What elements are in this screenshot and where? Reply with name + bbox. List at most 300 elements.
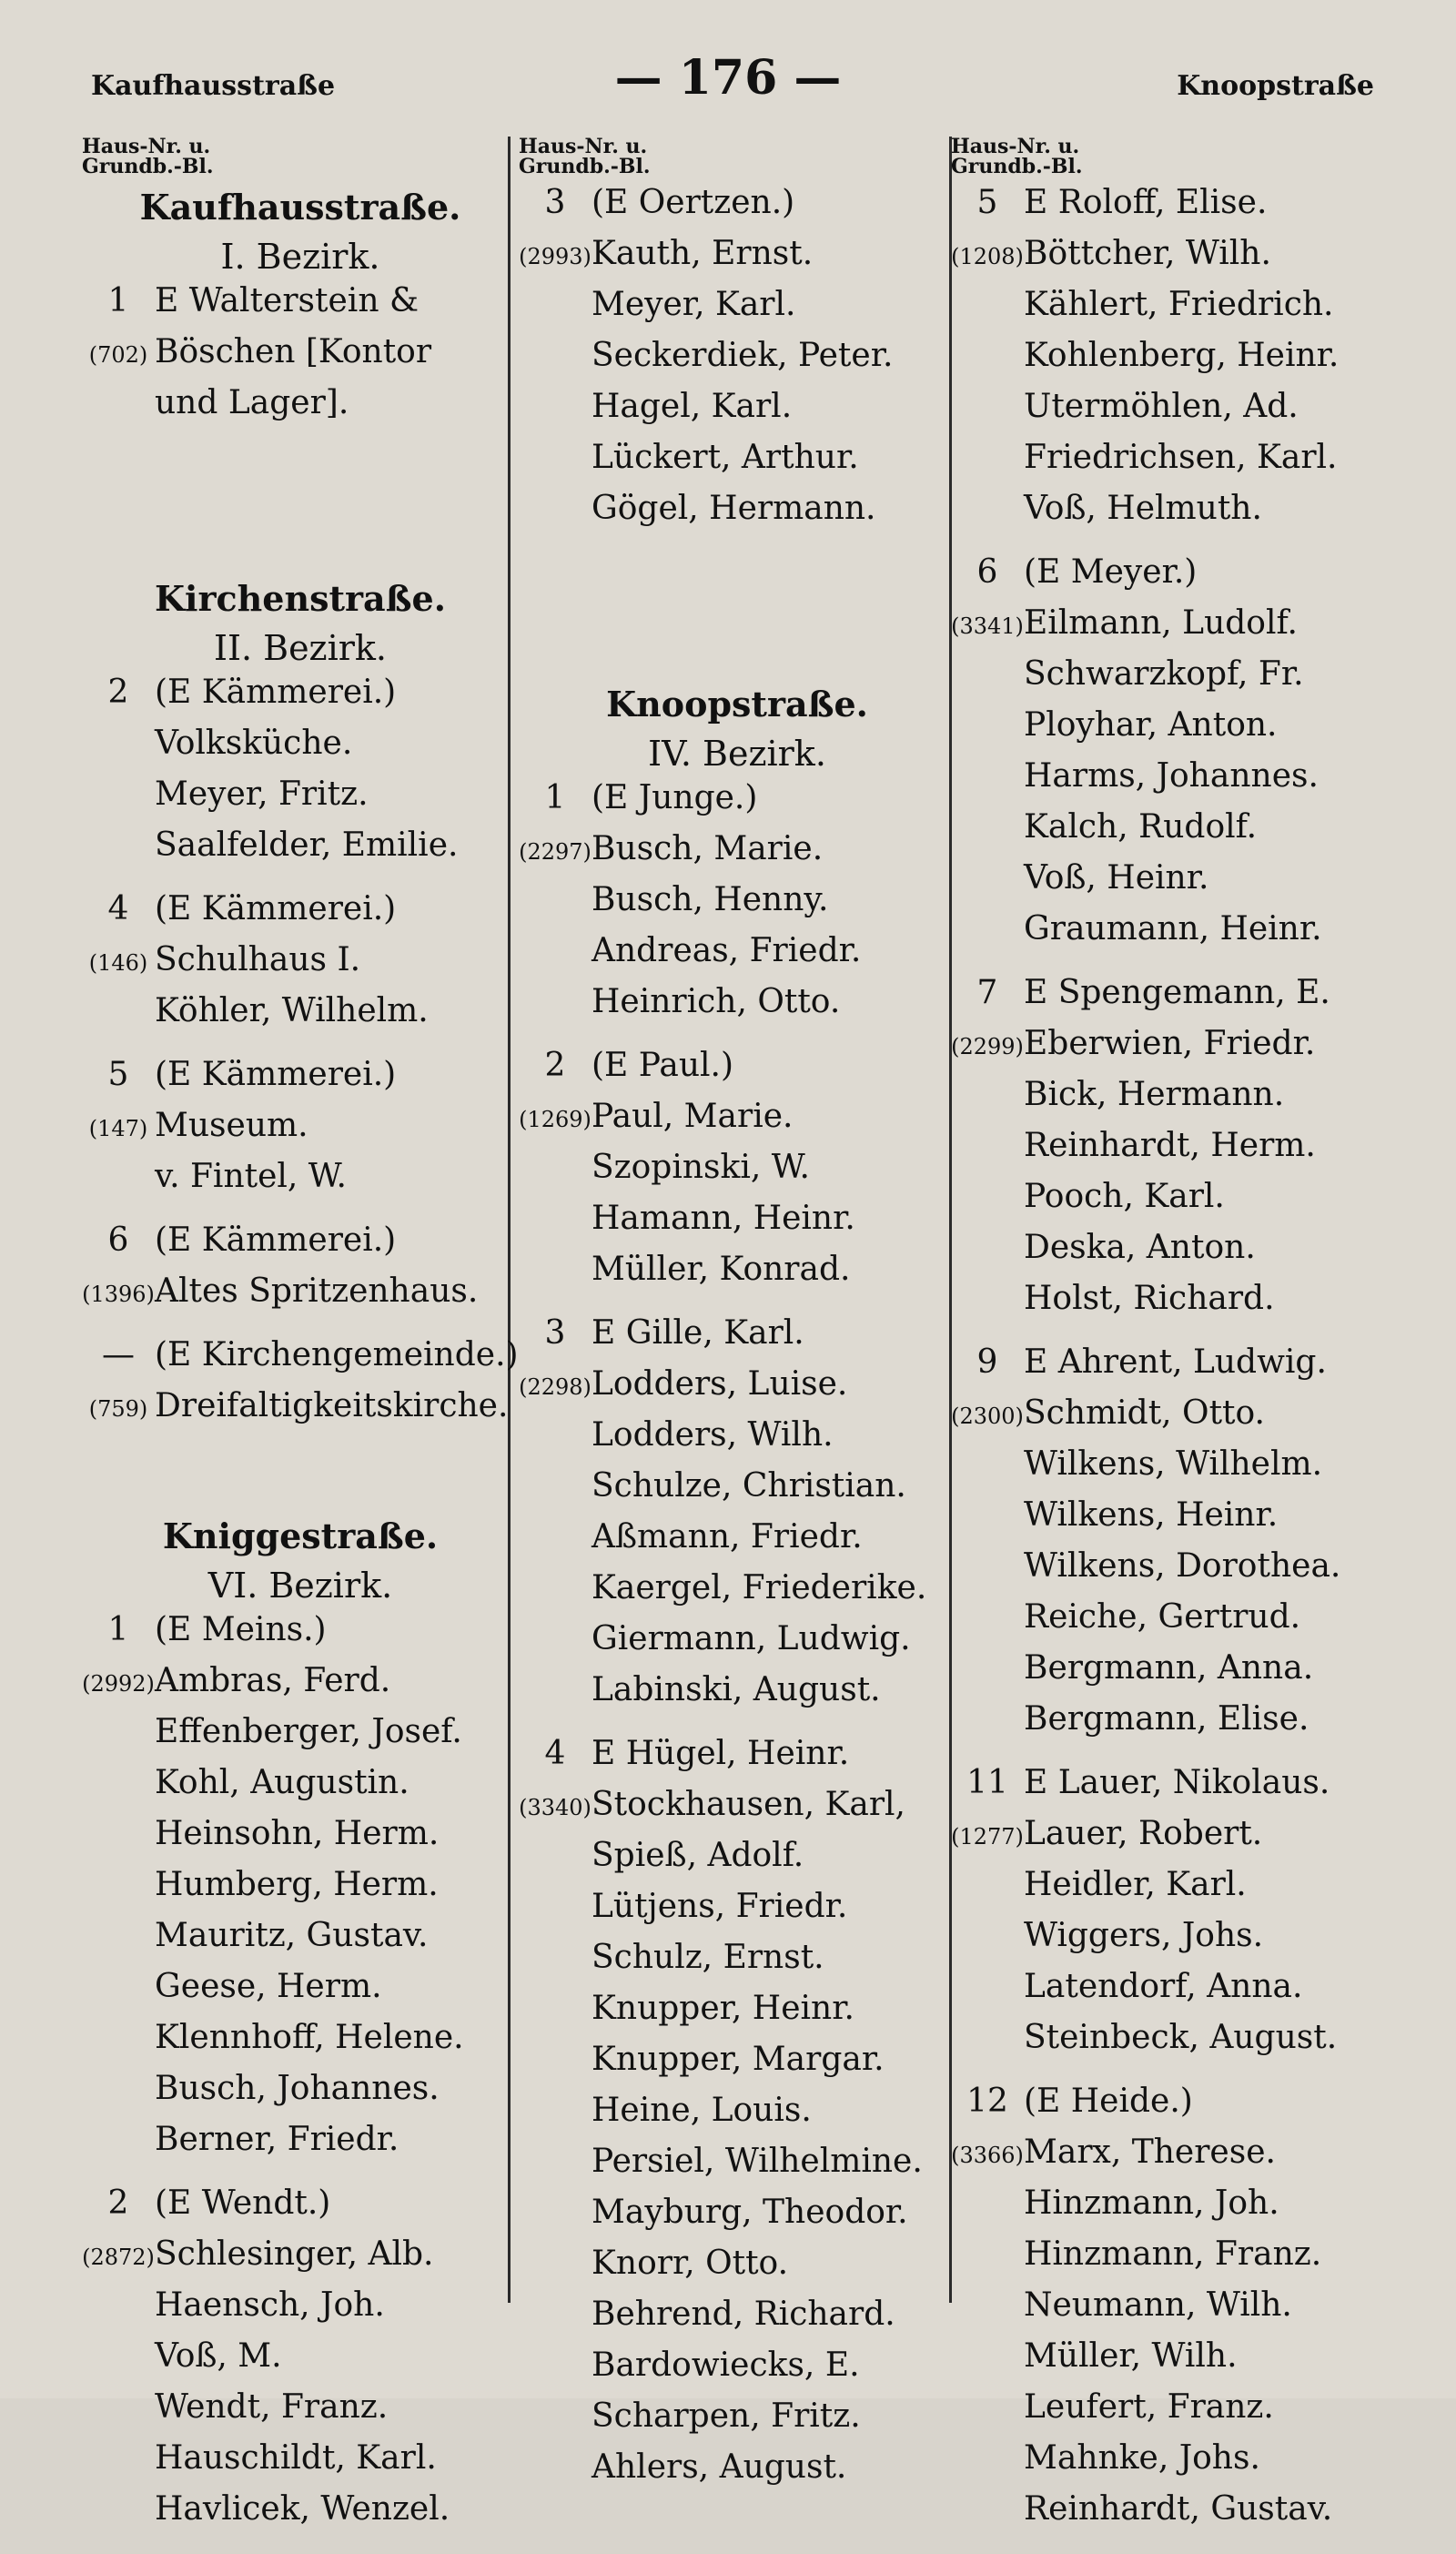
resident-name: Lückert, Arthur.: [592, 439, 859, 476]
resident-name: Harms, Johannes.: [1024, 757, 1319, 795]
resident-name: Heinrich, Otto.: [592, 983, 841, 1020]
entry-line: [519, 1990, 956, 2041]
house-entry: [519, 1735, 956, 2499]
resident-name: Hagel, Karl.: [592, 388, 793, 425]
entry-line: [951, 2235, 1415, 2286]
grundbuch-number: (1208): [951, 244, 1024, 269]
house-number: 11: [966, 1764, 1008, 1801]
entry-line: [82, 2286, 519, 2337]
house-number: 2: [107, 2184, 129, 2222]
house-entry: [82, 1336, 519, 1438]
owner-line: (E Kämmerei.): [155, 1221, 397, 1259]
resident-name: Gögel, Hermann.: [592, 490, 876, 527]
entry-line: [519, 2296, 956, 2346]
resident-name: Reinhardt, Herm.: [1024, 1127, 1316, 1164]
resident-name: Kaergel, Friederike.: [592, 1569, 927, 1606]
entry-line: [82, 1611, 519, 1662]
resident-name: Spieß, Adolf.: [592, 1837, 804, 1874]
resident-name: Böschen [Kontor: [155, 333, 432, 370]
entry-line: [951, 1700, 1415, 1751]
entry-line: [951, 2439, 1415, 2490]
entry-line: [951, 1280, 1415, 1331]
entry-line: [519, 1149, 956, 1200]
resident-name: Knupper, Heinr.: [592, 1990, 854, 2027]
entry-line: [519, 1569, 956, 1620]
entry-line: [951, 757, 1415, 808]
entry-line: [82, 775, 519, 826]
owner-line: (E Kämmerei.): [155, 674, 397, 711]
resident-name: Busch, Johannes.: [155, 2070, 440, 2107]
resident-name: Lodders, Luise.: [592, 1365, 848, 1403]
resident-name: Geese, Herm.: [155, 1968, 382, 2005]
entry-line: [951, 1496, 1415, 1547]
header-right-street: Knoopstraße: [1177, 70, 1374, 102]
entry-line: [951, 604, 1415, 655]
owner-line: E Roloff, Elise.: [1024, 184, 1268, 221]
entry-line: [951, 974, 1415, 1025]
column-header: Haus-Nr. u. Grundb.-Bl.: [951, 135, 1083, 178]
entry-line: [82, 826, 519, 877]
resident-name: Labinski, August.: [592, 1671, 881, 1708]
entry-line: [519, 1837, 956, 1888]
entry-line: [519, 1518, 956, 1569]
entry-line: [82, 1968, 519, 2019]
house-entry: [519, 779, 956, 1034]
resident-name: Schulhaus I.: [155, 941, 361, 978]
entry-line: [951, 1866, 1415, 1917]
entry-line: [519, 1047, 956, 1098]
entry-line: [951, 286, 1415, 337]
resident-name: Berner, Friedr.: [155, 2121, 399, 2158]
entry-line: [951, 2133, 1415, 2184]
resident-name: Mauritz, Gustav.: [155, 1917, 429, 1954]
entry-line: [82, 2184, 519, 2235]
entry-line: [519, 1467, 956, 1518]
owner-line: (E Meins.): [155, 1611, 327, 1648]
entry-line: [951, 439, 1415, 490]
resident-name: Leufert, Franz.: [1024, 2388, 1274, 2426]
entry-line: [951, 2019, 1415, 2070]
resident-name: Knupper, Margar.: [592, 2041, 885, 2078]
resident-name: Museum.: [155, 1107, 308, 1144]
entry-line: [82, 674, 519, 725]
owner-line: (E Wendt.): [155, 2184, 331, 2222]
resident-name: Haensch, Joh.: [155, 2286, 385, 2324]
resident-name: Busch, Marie.: [592, 830, 824, 867]
entry-line: [951, 1968, 1415, 2019]
entry-line: [951, 1343, 1415, 1394]
entry-line: [519, 2346, 956, 2397]
entry-line: [951, 1076, 1415, 1127]
entry-line: [82, 1336, 519, 1387]
resident-name: Lütjens, Friedr.: [592, 1888, 848, 1925]
header-left-street: Kaufhausstraße: [91, 70, 336, 102]
resident-name: Hamann, Heinr.: [592, 1200, 855, 1237]
entry-line: [951, 2286, 1415, 2337]
resident-name: Kalch, Rudolf.: [1024, 808, 1258, 846]
resident-name: Ambras, Ferd.: [155, 1662, 391, 1699]
resident-name: Heinsohn, Herm.: [155, 1815, 440, 1852]
resident-name: Hauschildt, Karl.: [155, 2439, 437, 2477]
resident-name: Voß, M.: [155, 2337, 282, 2375]
entry-line: [82, 1221, 519, 1272]
entry-line: [951, 1178, 1415, 1229]
entry-line: [951, 859, 1415, 910]
column-header: Haus-Nr. u. Grundb.-Bl.: [519, 135, 651, 178]
resident-name: Bergmann, Anna.: [1024, 1649, 1314, 1687]
entry-line: [951, 1127, 1415, 1178]
resident-name: Kauth, Ernst.: [592, 235, 814, 272]
grundbuch-number: (147): [88, 1116, 148, 1141]
resident-name: Mayburg, Theodor.: [592, 2194, 908, 2231]
entry-line: [82, 333, 519, 384]
resident-name: Köhler, Wilhelm.: [155, 992, 429, 1029]
resident-name: Dreifaltigkeitskirche.: [155, 1387, 509, 1424]
resident-name: Schwarzkopf, Fr.: [1024, 655, 1304, 693]
resident-name: Müller, Wilh.: [1024, 2337, 1238, 2375]
entry-line: [82, 2235, 519, 2286]
entry-line: [951, 337, 1415, 388]
grundbuch-number: (2297): [519, 839, 592, 865]
street-title: Kniggestraße.: [162, 1515, 439, 1556]
entry-line: [519, 1735, 956, 1786]
page-number: — 176 —: [614, 50, 842, 106]
resident-name: Aßmann, Friedr.: [592, 1518, 863, 1556]
entry-line: [519, 1416, 956, 1467]
house-number: 2: [107, 674, 129, 711]
house-number: 7: [976, 974, 998, 1011]
entry-line: [82, 2337, 519, 2388]
entry-line: [519, 1251, 956, 1302]
house-entry: [82, 282, 519, 435]
grundbuch-number: (759): [88, 1396, 148, 1422]
entry-line: [519, 2448, 956, 2499]
house-number: 5: [976, 184, 998, 221]
house-number: 3: [544, 184, 566, 221]
resident-name: Wiggers, Johs.: [1024, 1917, 1264, 1954]
resident-name: Heine, Louis.: [592, 2092, 812, 2129]
entry-line: [82, 1815, 519, 1866]
house-number: 12: [966, 2083, 1008, 2120]
house-entry: [82, 1221, 519, 1323]
grundbuch-number: (3366): [951, 2143, 1024, 2168]
entry-line: [82, 1713, 519, 1764]
resident-name: Volksküche.: [155, 725, 353, 762]
district-label: II. Bezirk.: [213, 628, 388, 668]
owner-line: E Walterstein &: [155, 282, 419, 319]
entry-line: [951, 1917, 1415, 1968]
owner-line: E Ahrent, Ludwig.: [1024, 1343, 1327, 1381]
house-entry: [82, 890, 519, 1043]
resident-name: Humberg, Herm.: [155, 1866, 439, 1903]
entry-line: [951, 235, 1415, 286]
entry-line: [951, 2184, 1415, 2235]
grundbuch-number: (146): [88, 950, 148, 976]
resident-name: und Lager].: [155, 384, 349, 421]
entry-line: [951, 1598, 1415, 1649]
entry-line: [82, 1764, 519, 1815]
owner-line: E Gille, Karl.: [592, 1314, 804, 1352]
owner-line: (E Kämmerei.): [155, 890, 397, 927]
entry-line: [519, 235, 956, 286]
resident-name: Ployhar, Anton.: [1024, 706, 1278, 744]
owner-line: (E Paul.): [592, 1047, 734, 1084]
house-entry: [82, 1056, 519, 1209]
resident-name: Schlesinger, Alb.: [155, 2235, 434, 2273]
entry-line: [519, 1620, 956, 1671]
house-entry: [951, 2083, 1415, 2541]
grundbuch-number: (3341): [951, 613, 1024, 639]
owner-line: (E Kämmerei.): [155, 1056, 397, 1093]
house-number: —: [102, 1336, 135, 1373]
resident-name: Szopinski, W.: [592, 1149, 810, 1186]
resident-name: Lodders, Wilh.: [592, 1416, 834, 1454]
resident-name: Graumann, Heinr.: [1024, 910, 1322, 948]
resident-name: Effenberger, Josef.: [155, 1713, 462, 1750]
entry-line: [519, 1786, 956, 1837]
resident-name: Wilkens, Wilhelm.: [1024, 1445, 1323, 1483]
owner-line: (E Oertzen.): [592, 184, 795, 221]
resident-name: Heidler, Karl.: [1024, 1866, 1247, 1903]
resident-name: Scharpen, Fritz.: [592, 2397, 861, 2435]
entry-line: [519, 1939, 956, 1990]
house-number: 4: [107, 890, 129, 927]
entry-line: [951, 2337, 1415, 2388]
entry-line: [82, 992, 519, 1043]
house-number: 5: [107, 1056, 129, 1093]
house-entry: [519, 1047, 956, 1302]
house-number: 9: [976, 1343, 998, 1381]
resident-name: Schulz, Ernst.: [592, 1939, 824, 1976]
resident-name: Hinzmann, Franz.: [1024, 2235, 1322, 2273]
entry-line: [519, 2041, 956, 2092]
resident-name: Latendorf, Anna.: [1024, 1968, 1303, 2005]
entry-line: [82, 941, 519, 992]
owner-line: E Hügel, Heinr.: [592, 1735, 850, 1772]
grundbuch-number: (1396): [82, 1282, 155, 1307]
entry-line: [519, 1314, 956, 1365]
running-header: [0, 50, 1456, 114]
owner-line: (E Meyer.): [1024, 553, 1198, 591]
house-entry: [951, 974, 1415, 1331]
resident-name: Böttcher, Wilh.: [1024, 235, 1271, 272]
entry-line: [519, 1200, 956, 1251]
entry-line: [519, 388, 956, 439]
owner-line: E Spengemann, E.: [1024, 974, 1330, 1011]
resident-name: Marx, Therese.: [1024, 2133, 1276, 2171]
entry-line: [951, 1394, 1415, 1445]
entry-line: [519, 1888, 956, 1939]
resident-name: Reinhardt, Gustav.: [1024, 2490, 1333, 2528]
entry-line: [82, 282, 519, 333]
entry-line: [519, 2143, 956, 2194]
entry-line: [519, 779, 956, 830]
entry-line: [82, 2439, 519, 2490]
entry-line: [951, 388, 1415, 439]
house-number: 6: [107, 1221, 129, 1259]
grundbuch-number: (3340): [519, 1795, 592, 1820]
resident-name: Reiche, Gertrud.: [1024, 1598, 1301, 1636]
owner-line: (E Kirchengemeinde.): [155, 1336, 519, 1373]
grundbuch-number: (1277): [951, 1824, 1024, 1850]
house-entry: [82, 674, 519, 877]
entry-line: [82, 1158, 519, 1209]
house-entry: [519, 1314, 956, 1722]
entry-line: [951, 910, 1415, 961]
resident-name: Bergmann, Elise.: [1024, 1700, 1309, 1738]
street-title: Kirchenstraße.: [155, 578, 446, 619]
entry-line: [82, 725, 519, 775]
resident-name: Mahnke, Johs.: [1024, 2439, 1260, 2477]
resident-name: Wilkens, Heinr.: [1024, 1496, 1279, 1534]
entry-line: [519, 2397, 956, 2448]
entry-line: [951, 2388, 1415, 2439]
resident-name: Persiel, Wilhelmine.: [592, 2143, 923, 2180]
resident-name: Lauer, Robert.: [1024, 1815, 1263, 1852]
resident-name: v. Fintel, W.: [155, 1158, 347, 1195]
entry-line: [951, 1815, 1415, 1866]
house-entry: [82, 1611, 519, 2172]
resident-name: Wendt, Franz.: [155, 2388, 389, 2426]
resident-name: Kohlenberg, Heinr.: [1024, 337, 1340, 374]
entry-line: [951, 1764, 1415, 1815]
grundbuch-number: (2872): [82, 2245, 155, 2270]
entry-line: [951, 1547, 1415, 1598]
house-number: 6: [976, 553, 998, 591]
resident-name: Havlicek, Wenzel.: [155, 2490, 450, 2528]
house-number: 1: [107, 282, 129, 319]
resident-name: Ahlers, August.: [592, 2448, 847, 2486]
entry-line: [82, 890, 519, 941]
resident-name: Altes Spritzenhaus.: [155, 1272, 479, 1310]
entry-line: [82, 2070, 519, 2121]
grundbuch-number: (2298): [519, 1374, 592, 1400]
entry-line: [82, 1272, 519, 1323]
resident-name: Stockhausen, Karl,: [592, 1786, 905, 1823]
house-entry: [519, 184, 956, 541]
entry-line: [519, 881, 956, 932]
grundbuch-number: (2992): [82, 1671, 155, 1697]
entry-line: [951, 1649, 1415, 1700]
resident-name: Deska, Anton.: [1024, 1229, 1256, 1266]
district-label: IV. Bezirk.: [648, 734, 826, 774]
owner-line: E Lauer, Nikolaus.: [1024, 1764, 1330, 1801]
resident-name: Busch, Henny.: [592, 881, 829, 918]
entry-line: [82, 384, 519, 435]
owner-line: (E Heide.): [1024, 2083, 1193, 2120]
resident-name: Utermöhlen, Ad.: [1024, 388, 1299, 425]
entry-line: [519, 1098, 956, 1149]
resident-name: Eilmann, Ludolf.: [1024, 604, 1298, 642]
entry-line: [951, 184, 1415, 235]
entry-line: [951, 655, 1415, 706]
entry-line: [519, 337, 956, 388]
entry-line: [82, 1107, 519, 1158]
resident-name: Müller, Konrad.: [592, 1251, 851, 1288]
resident-name: Andreas, Friedr.: [592, 932, 862, 969]
entry-line: [519, 2245, 956, 2296]
column-3: [951, 137, 1415, 2554]
house-number: 2: [544, 1047, 566, 1084]
entry-line: [951, 553, 1415, 604]
house-entry: [82, 2184, 519, 2541]
resident-name: Kählert, Friedrich.: [1024, 286, 1334, 323]
resident-name: Bick, Hermann.: [1024, 1076, 1285, 1113]
resident-name: Bardowiecks, E.: [592, 2346, 860, 2384]
entry-line: [519, 1671, 956, 1722]
entry-line: [82, 1387, 519, 1438]
entry-line: [82, 2019, 519, 2070]
district-label: VI. Bezirk.: [207, 1566, 393, 1606]
resident-name: Holst, Richard.: [1024, 1280, 1275, 1317]
entry-line: [519, 439, 956, 490]
grundbuch-number: (2300): [951, 1404, 1024, 1429]
grundbuch-number: (2299): [951, 1034, 1024, 1059]
entry-line: [82, 1917, 519, 1968]
house-number: 4: [544, 1735, 566, 1772]
house-entry: [951, 553, 1415, 961]
resident-name: Neumann, Wilh.: [1024, 2286, 1292, 2324]
entry-line: [519, 830, 956, 881]
resident-name: Meyer, Karl.: [592, 286, 796, 323]
entry-line: [82, 1056, 519, 1107]
grundbuch-number: (702): [88, 342, 148, 368]
entry-line: [951, 808, 1415, 859]
resident-name: Pooch, Karl.: [1024, 1178, 1225, 1215]
resident-name: Seckerdiek, Peter.: [592, 337, 894, 374]
entry-line: [951, 1445, 1415, 1496]
resident-name: Schmidt, Otto.: [1024, 1394, 1265, 1432]
entry-line: [519, 2194, 956, 2245]
house-entry: [951, 1343, 1415, 1751]
resident-name: Voß, Heinr.: [1024, 859, 1209, 897]
entry-line: [951, 2490, 1415, 2541]
resident-name: Schulze, Christian.: [592, 1467, 906, 1505]
house-number: 3: [544, 1314, 566, 1352]
entry-line: [951, 490, 1415, 541]
house-entry: [951, 1764, 1415, 2070]
resident-name: Steinbeck, August.: [1024, 2019, 1338, 2056]
resident-name: Voß, Helmuth.: [1024, 490, 1262, 527]
resident-name: Meyer, Fritz.: [155, 775, 369, 813]
street-title: Kaufhausstraße.: [139, 187, 461, 228]
entry-line: [519, 184, 956, 235]
grundbuch-number: (2993): [519, 244, 592, 269]
column-1: [82, 137, 519, 2554]
entry-line: [951, 706, 1415, 757]
owner-line: (E Junge.): [592, 779, 758, 816]
entry-line: [519, 2092, 956, 2143]
resident-name: Saalfelder, Emilie.: [155, 826, 459, 864]
house-number: 1: [107, 1611, 129, 1648]
entry-line: [951, 2083, 1415, 2133]
resident-name: Eberwien, Friedr.: [1024, 1025, 1316, 1062]
entry-line: [951, 1025, 1415, 1076]
resident-name: Klennhoff, Helene.: [155, 2019, 464, 2056]
resident-name: Kohl, Augustin.: [155, 1764, 410, 1801]
entry-line: [82, 2490, 519, 2541]
column-2: [519, 137, 956, 2512]
house-number: 1: [544, 779, 566, 816]
resident-name: Paul, Marie.: [592, 1098, 794, 1135]
district-label: I. Bezirk.: [220, 237, 380, 277]
resident-name: Hinzmann, Joh.: [1024, 2184, 1279, 2222]
entry-line: [519, 1365, 956, 1416]
resident-name: Giermann, Ludwig.: [592, 1620, 911, 1657]
street-title: Knoopstraße.: [606, 684, 868, 725]
column-header: Haus-Nr. u. Grundb.-Bl.: [82, 135, 214, 178]
entry-line: [82, 1662, 519, 1713]
